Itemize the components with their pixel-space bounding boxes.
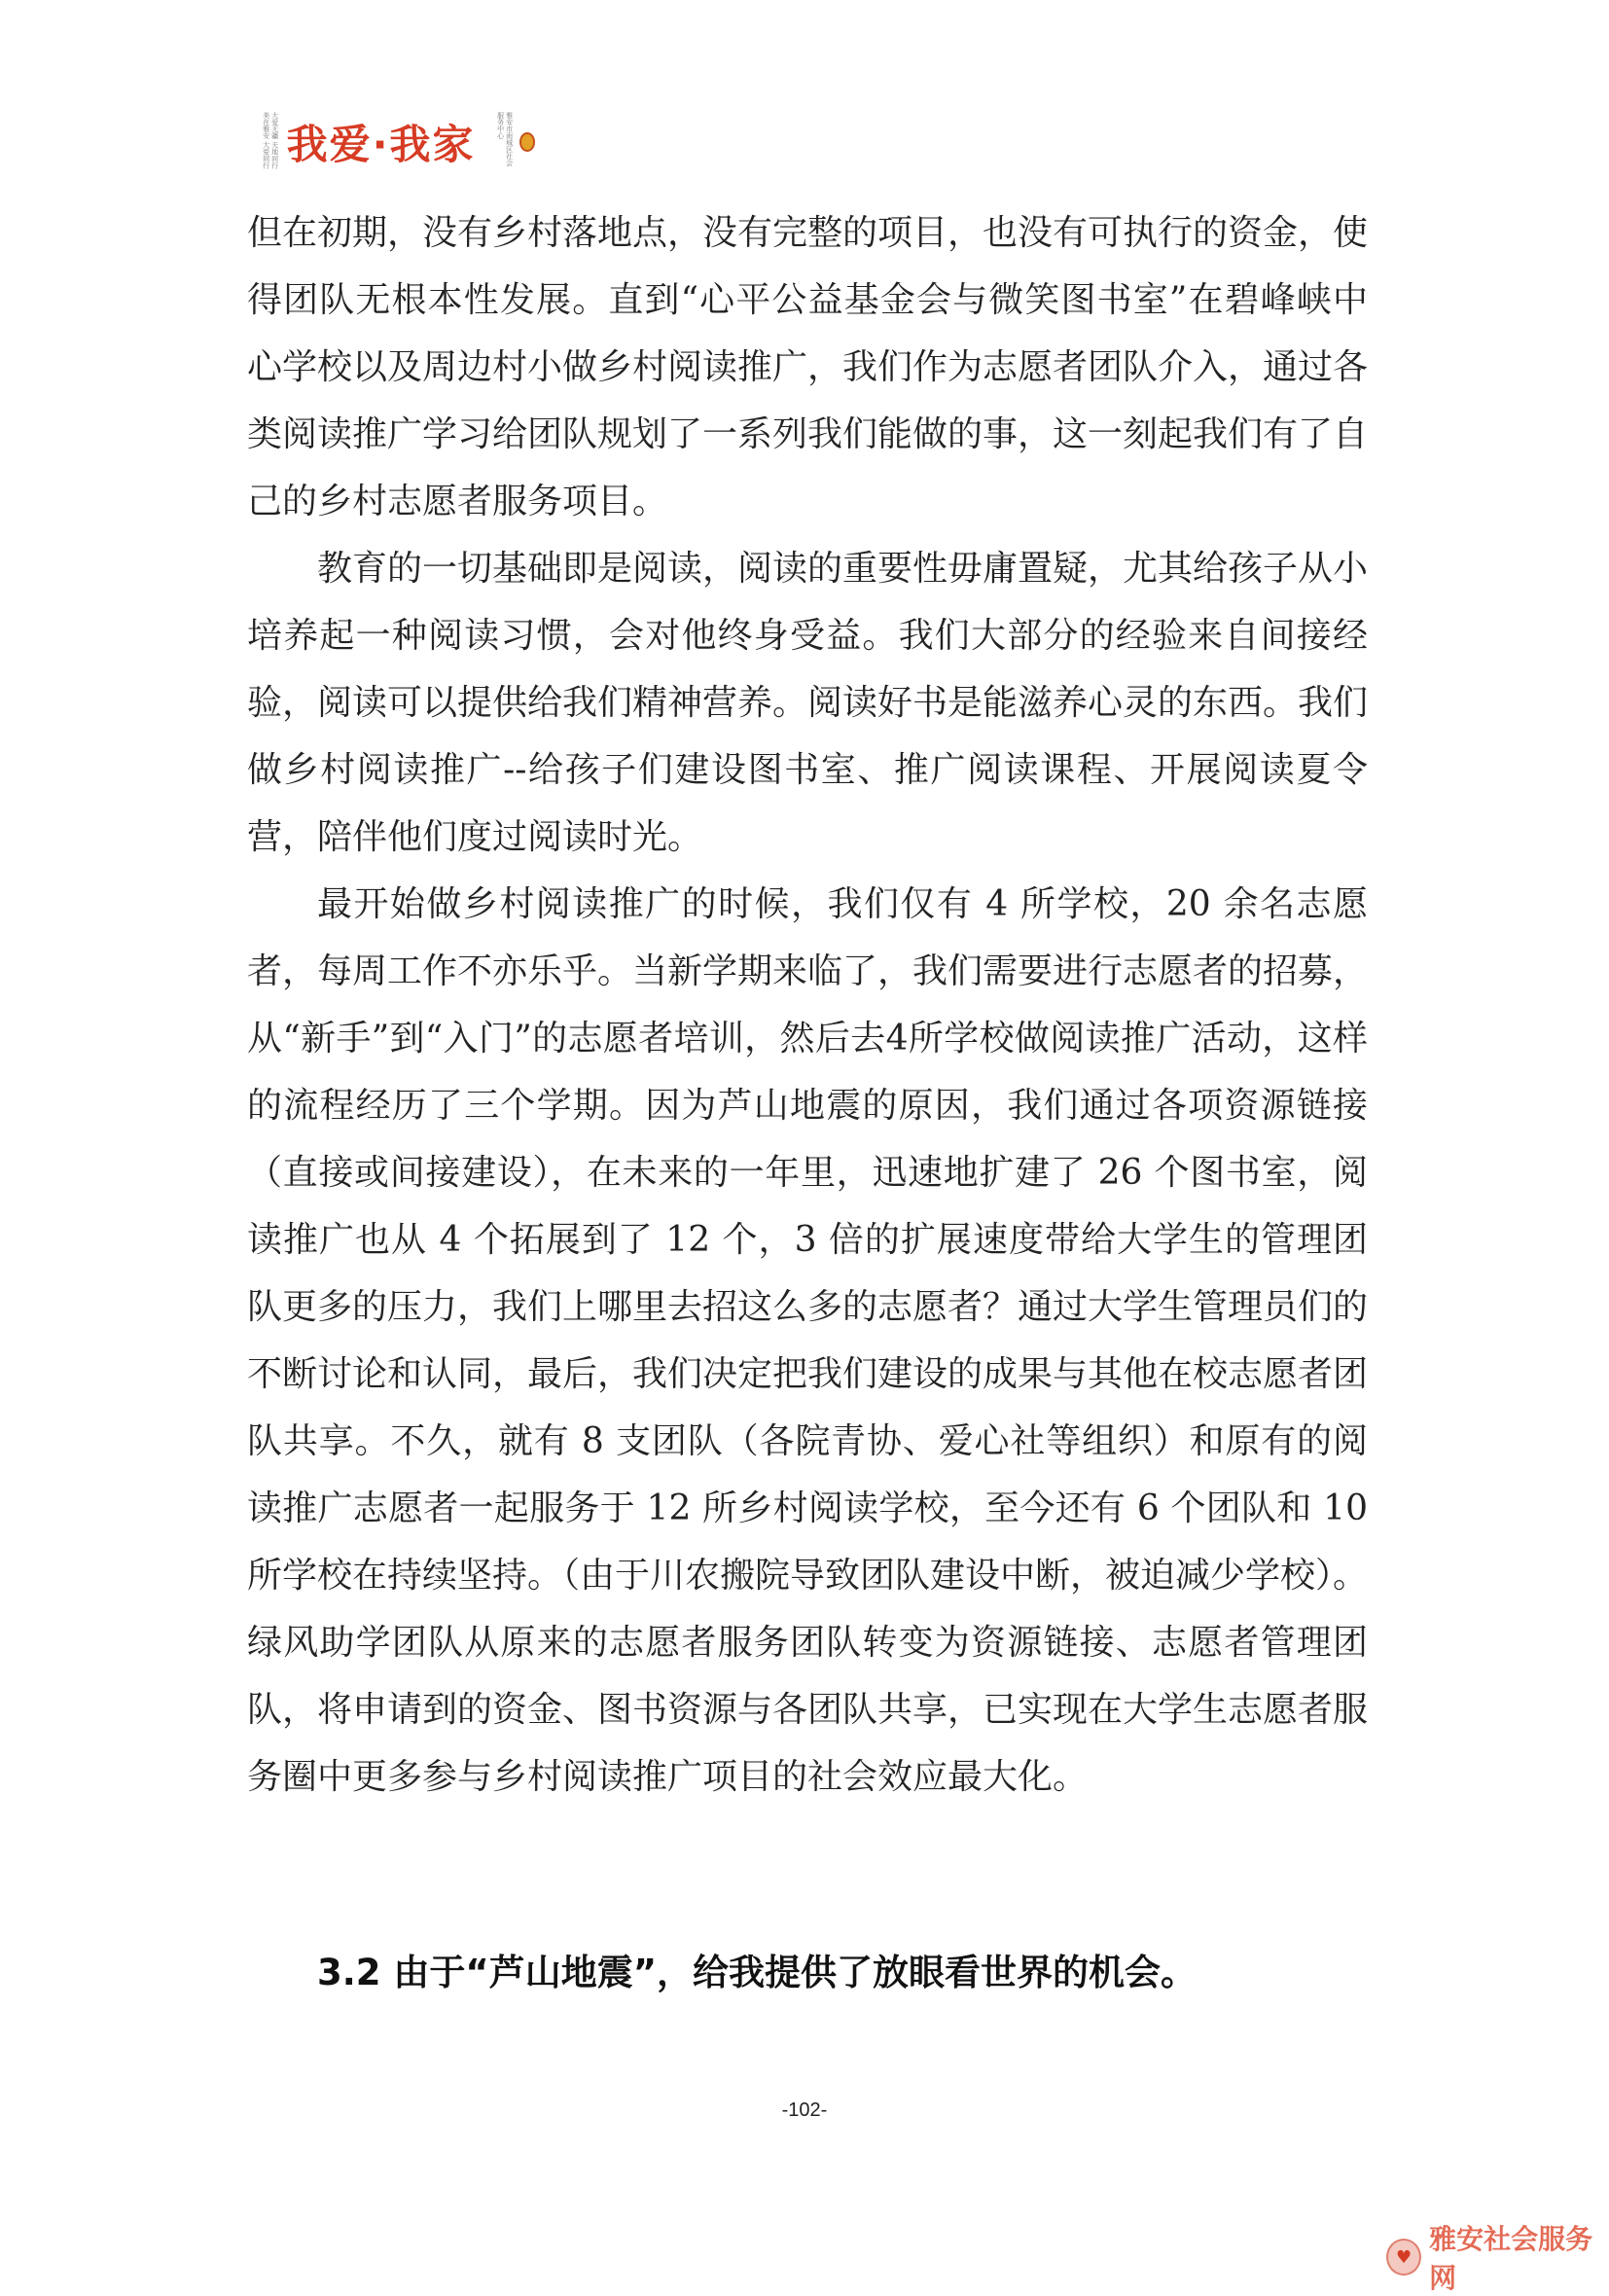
watermark-text: 雅安社会服务网	[1429, 2223, 1593, 2294]
heart-icon: ♥	[1386, 2239, 1421, 2276]
brand-logo-text: 我爱·我家	[286, 121, 476, 168]
brand-emblem-icon	[519, 132, 535, 152]
section-heading: 3.2 由于“芦山地震”，给我提供了放眼看世界的机会。	[317, 1952, 1198, 1993]
page-header	[233, 109, 535, 175]
paragraph-continued: 但在初期，没有乡村落地点，没有完整的项目，也没有可执行的资金，使得团队无根本性发展。直到“心平公益基金会与微笑图书室”在碧峰峡中心学校以及周边村小做乡村阅读推广，我们作为志愿者团队介入，通过各类阅读推广学习给团队规划了一系列我们能做的事，这一刻起我们有了自己的乡村志愿者服务项目。	[247, 213, 1369, 521]
site-watermark	[1386, 2218, 1609, 2296]
header-left-caption: 大爱无疆 天地同行 美在雅安 大爱同行	[262, 112, 279, 169]
header-right-caption: 雅安市雨城区社会服务中心	[496, 112, 514, 166]
paragraph: 教育的一切基础即是阅读，阅读的重要性毋庸置疑，尤其给孩子从小培养起一种阅读习惯，会对他终身受益。我们大部分的经验来自间接经验，阅读可以提供给我们精神营养。阅读好书是能滋养心灵的东西。我们做乡村阅读推广--给孩子们建设图书室、推广阅读课程、开展阅读夏令营，陪伴他们度过阅读时光。	[247, 549, 1369, 857]
page-number: -102-	[781, 2099, 828, 2121]
document-body	[247, 199, 1368, 1811]
paragraph: 最开始做乡村阅读推广的时候，我们仅有 4 所学校，20 余名志愿者，每周工作不亦乐乎。当新学期来临了，我们需要进行志愿者的招募，从“新手”到“入门”的志愿者培训，然后去4所学校做阅读推广活动，这样的流程经历了三个学期。因为芦山地震的原因，我们通过各项资源链接（直接或间接建设），在未来的一年里，迅速地扩建了 26 个图书室，阅读推广也从 4 个拓展到了 12 个，3 倍的扩展速度带给大学生的管理团队更多的压力，我们上哪里去招这么多的志愿者？通过大学生管理员们的不断讨论和认同，最后，我们决定把我们建设的成果与其他在校志愿者团队共享。不久，就有 8 支团队（各院青协、爱心社等组织）和原有的阅读推广志愿者一起服务于 12 所乡村阅读学校，至今还有 6 个团队和 10 所学校在持续坚持。（由于川农搬院导致团队建设中断，被迫减少学校）。绿风助学团队从原来的志愿者服务团队转变为资源链接、志愿者管理团队，将申请到的资金、图书资源与各团队共享，已实现在大学生志愿者服务圈中更多参与乡村阅读推广项目的社会效应最大化。	[247, 884, 1369, 1797]
